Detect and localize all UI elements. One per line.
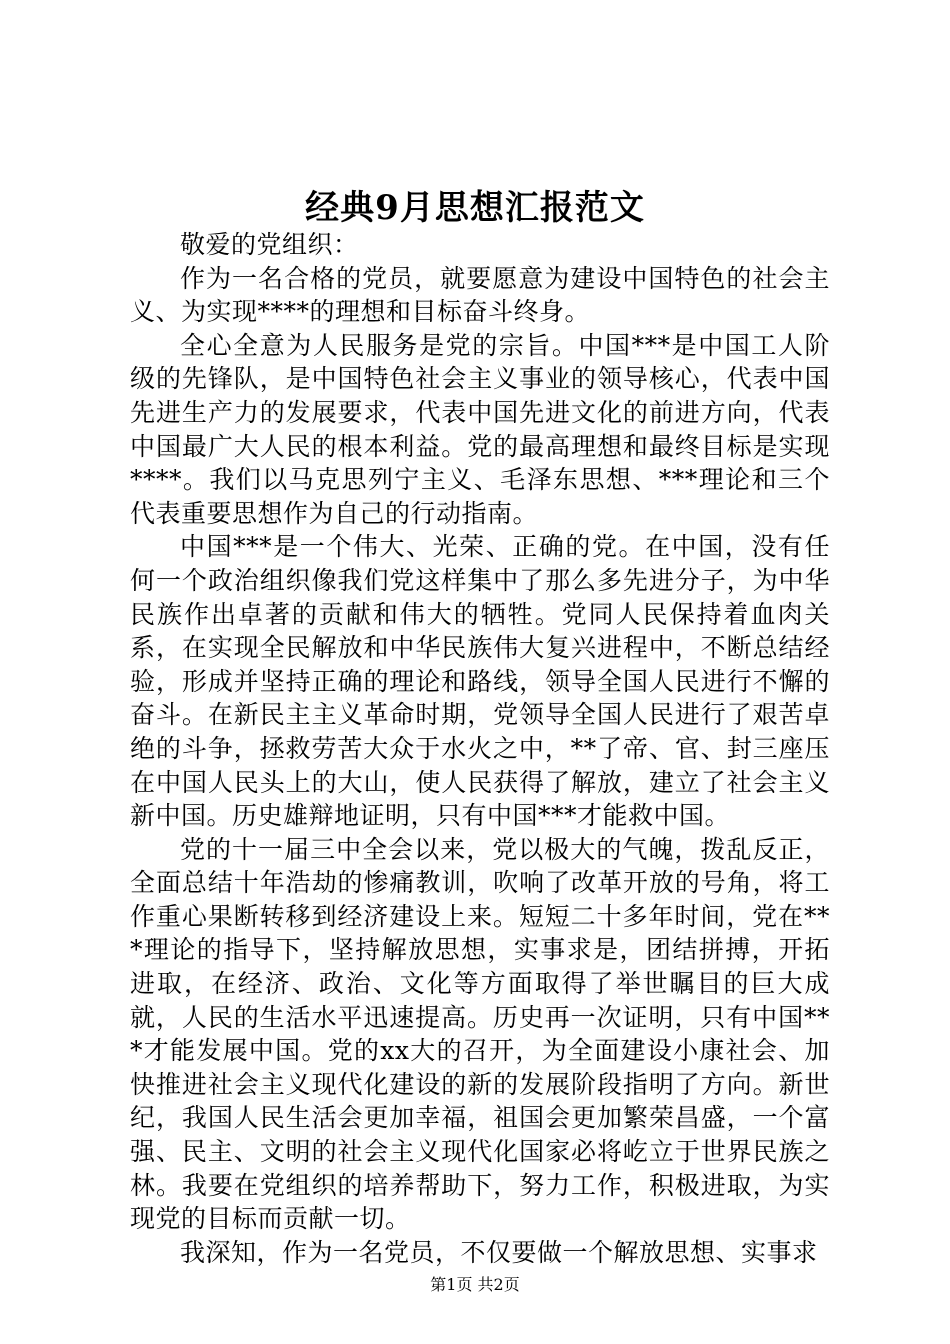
paragraph-4: 党的十一届三中全会以来，党以极大的气魄，拨乱反正，全面总结十年浩劫的惨痛教训，吹响了改革开放的号角，将工作重心果断转移到经济建设上来。短短二十多年时间，党在***理论的指导下，坚持解放思想，实事求是，团结拼搏，开拓进取，在经济、政治、文化等方面取得了举世瞩目的巨大成就，人民的生活水平迅速提高。历史再一次证明，只有中国***才能发展中国。党的xx大的召开，为全面建设小康社会、加快推进社会主义现代化建设的新的发展阶段指明了方向。新世纪，我国人民生活会更加幸福，祖国会更加繁荣昌盛，一个富强、民主、文明的社会主义现代化国家必将屹立于世界民族之林。我要在党组织的培养帮助下，努力工作，积极进取，为实现党的目标而贡献一切。 — [130, 834, 830, 1234]
page-footer: 第1页 共2页 — [430, 1275, 520, 1294]
document-body — [130, 228, 830, 1269]
paragraph-2: 全心全意为人民服务是党的宗旨。中国***是中国工人阶级的先锋队，是中国特色社会主义事业的领导核心，代表中国先进生产力的发展要求，代表中国先进文化的前进方向，代表中国最广大人民的根本利益。党的最高理想和最终目标是实现****。我们以马克思列宁主义、毛泽东思想、***理论和三个代表重要思想作为自己的行动指南。 — [130, 330, 830, 528]
paragraph-5: 我深知，作为一名党员，不仅要做一个解放思想、实事求 — [180, 1237, 818, 1267]
salutation: 敬爱的党组织： — [180, 230, 359, 259]
paragraph-3: 中国***是一个伟大、光荣、正确的党。在中国，没有任何一个政治组织像我们党这样集中了那么多先进分子，为中华民族作出卓著的贡献和伟大的牺牲。党同人民保持着血肉关系，在实现全民解放和中华民族伟大复兴进程中，不断总结经验，形成并坚持正确的理论和路线，领导全国人民进行不懈的奋斗。在新民主主义革命时期，党领导全国人民进行了艰苦卓绝的斗争，拯救劳苦大众于水火之中，**了帝、官、封三座压在中国人民头上的大山，使人民获得了解放，建立了社会主义新中国。历史雄辩地证明，只有中国***才能救中国。 — [130, 532, 830, 831]
document-title: 经典9月思想汇报范文 — [305, 188, 645, 228]
paragraph-1: 作为一名合格的党员，就要愿意为建设中国特色的社会主义、为实现****的理想和目标奋斗终身。 — [130, 263, 830, 327]
